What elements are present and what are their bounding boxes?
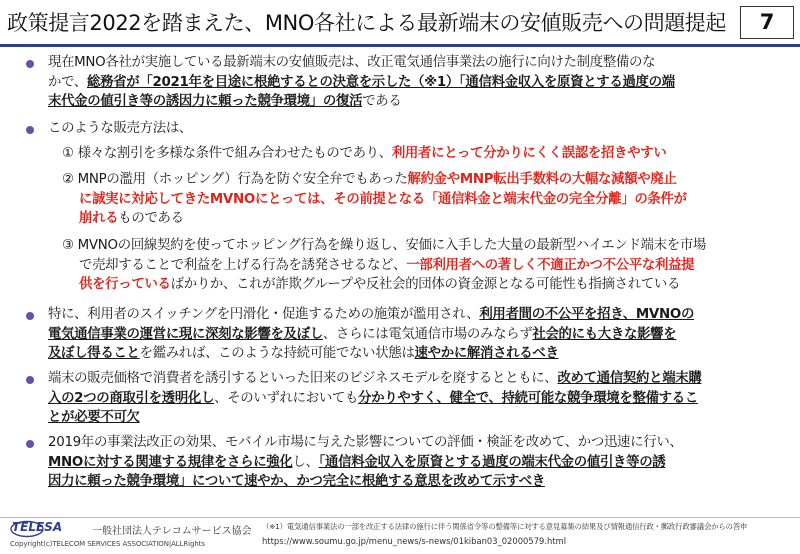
paragraph-2 <box>48 119 192 139</box>
sub3-line1: ③ MVNOの回線契約を使ってホッピング行為を繰り返し、安価に入手した大量の最新型ハイエンド端末を市場 <box>62 238 707 253</box>
paragraph-5 <box>48 433 683 492</box>
p1-emphasis-cont: 末代金の値引き等の誘因力に頼った競争環境」の復活 <box>48 94 363 109</box>
sub2-emphasis-1: 解約金やMNP転出手数料の大幅な減額や廃止 <box>407 172 677 187</box>
sub-item-2 <box>62 170 687 229</box>
p4-text-c: 、そのいずれにおいても <box>214 390 359 406</box>
p1-line3c: である <box>362 94 402 109</box>
p1-line1: 現在MNO各社が実施している最新端末の安値販売は、改正電気通信事業法の施行に向けた制度整備のな <box>48 55 656 70</box>
sub3-emphasis-2: 供を行っている <box>79 277 171 292</box>
paragraph-3 <box>48 305 694 364</box>
sub3-line2: で売却することで利益を上げる行為を誘発させるなど、 <box>79 257 407 273</box>
bullet-icon <box>26 126 34 134</box>
p3-text-c: 、さらには電気通信市場のみならず <box>322 326 533 342</box>
title-rule <box>0 44 800 47</box>
sub1-emphasis: 利用者にとって分かりにくく誤認を招きやすい <box>391 146 667 161</box>
sub3-emphasis-1: 一部利用者への著しく不適正かつ不公平な利益提 <box>406 257 695 273</box>
p5-emphasis-3: 因力に頼った競争環境」について速やか、かつ完全に根絶する意思を改めて示すべき <box>48 474 545 489</box>
footnote: （※1）電気通信事業法の一部を改正する法律の施行に伴う関係省令等の整備等に対する意見募集の結果及び情報通信行政・郵政行政審議会からの答申 <box>262 522 748 531</box>
sub-item-3 <box>62 236 706 295</box>
p3-emphasis-3: 社会的にも大きな影響を <box>532 326 677 342</box>
p5-text-a: 2019年の事業法改正の効果、モバイル市場に与えた影響についての評価・検証を改めて、かつ迅速に行い、 <box>48 435 683 450</box>
p5-text-c: し、 <box>292 454 319 470</box>
sub-item-1 <box>62 144 666 164</box>
page-number: 7 <box>740 6 794 39</box>
paragraph-1 <box>48 53 675 112</box>
sub1-text: ① 様々な割引を多様な条件で組み合わせたものであり、 <box>62 146 392 161</box>
org-name: 一般社団法人テレコムサービス協会 <box>92 526 252 537</box>
p4-emphasis-3: 分かりやすく、健全で、持続可能な競争環境を整備するこ <box>358 390 698 406</box>
page-title: 政策提言2022を踏まえた、MNO各社による最新端末の安値販売への問題提起 <box>7 11 726 35</box>
p1-emphasis: 総務省が「2021年を目途に根絶するとの決意を示した（※1）「通信料金収入を原資とする過度の端 <box>87 74 675 90</box>
bullet-icon <box>26 440 34 448</box>
title-bar <box>0 0 800 44</box>
p5-emphasis-2: 「通信料金収入を原資とする過度の端末代金の値引き等の誘 <box>318 454 666 470</box>
p1-line2a: かで、 <box>48 74 88 90</box>
p4-emphasis-2: 入の2つの商取引を透明化し <box>48 390 215 406</box>
sub2-text: ② MNPの濫用（ホッピング）行為を防ぐ安全弁でもあった <box>62 172 408 187</box>
p4-emphasis-1: 改めて通信契約と端末購 <box>557 371 702 386</box>
bullet-icon <box>26 312 34 320</box>
copyright: Copyright(c)TELECOM SERVICES ASSOCIATION|ALLRights <box>10 540 205 548</box>
logo-text: TELESA <box>12 520 63 534</box>
footnote-url[interactable]: https://www.soumu.go.jp/menu_news/s-news/01kiban03_02000579.html <box>262 536 567 546</box>
p3-text-d: を鑑みれば、このような持続可能でない状態は <box>139 346 415 361</box>
bullet-icon <box>26 60 34 68</box>
sub2-emphasis-2: に誠実に対応してきたMVNOにとっては、その前提となる「通信料金と端末代金の完全分離」の条件が <box>79 191 687 207</box>
p3-emphasis-5: 速やかに解消されるべき <box>414 346 559 361</box>
p4-text-a: 端末の販売価格で消費者を誘引するといった旧来のビジネスモデルを廃するとともに、 <box>48 371 558 386</box>
sub3-tail: ばかりか、これが詐欺グループや反社会的団体の資金源となる可能性も指摘されている <box>170 277 681 292</box>
p3-emphasis-4: 及ぼし得ること <box>48 346 140 361</box>
footer-rule <box>0 517 800 518</box>
bullet-icon <box>26 376 34 384</box>
paragraph-4 <box>48 369 701 428</box>
sub2-tail: ものである <box>118 211 184 226</box>
p3-emphasis-1: 利用者間の不公平を招き、MVNOの <box>479 307 695 322</box>
p2-line1: このような販売方法は、 <box>48 121 192 136</box>
p3-emphasis-2: 電気通信事業の運営に現に深刻な影響を及ぼし <box>48 326 323 342</box>
p5-emphasis-1: MNOに対する関連する規律をさらに強化 <box>48 454 293 470</box>
p4-emphasis-4: とが必要不可欠 <box>48 410 140 425</box>
sub2-emphasis-3: 崩れる <box>79 211 119 226</box>
p3-text-a: 特に、利用者のスイッチングを円滑化・促進するための施策が濫用され、 <box>48 307 480 322</box>
